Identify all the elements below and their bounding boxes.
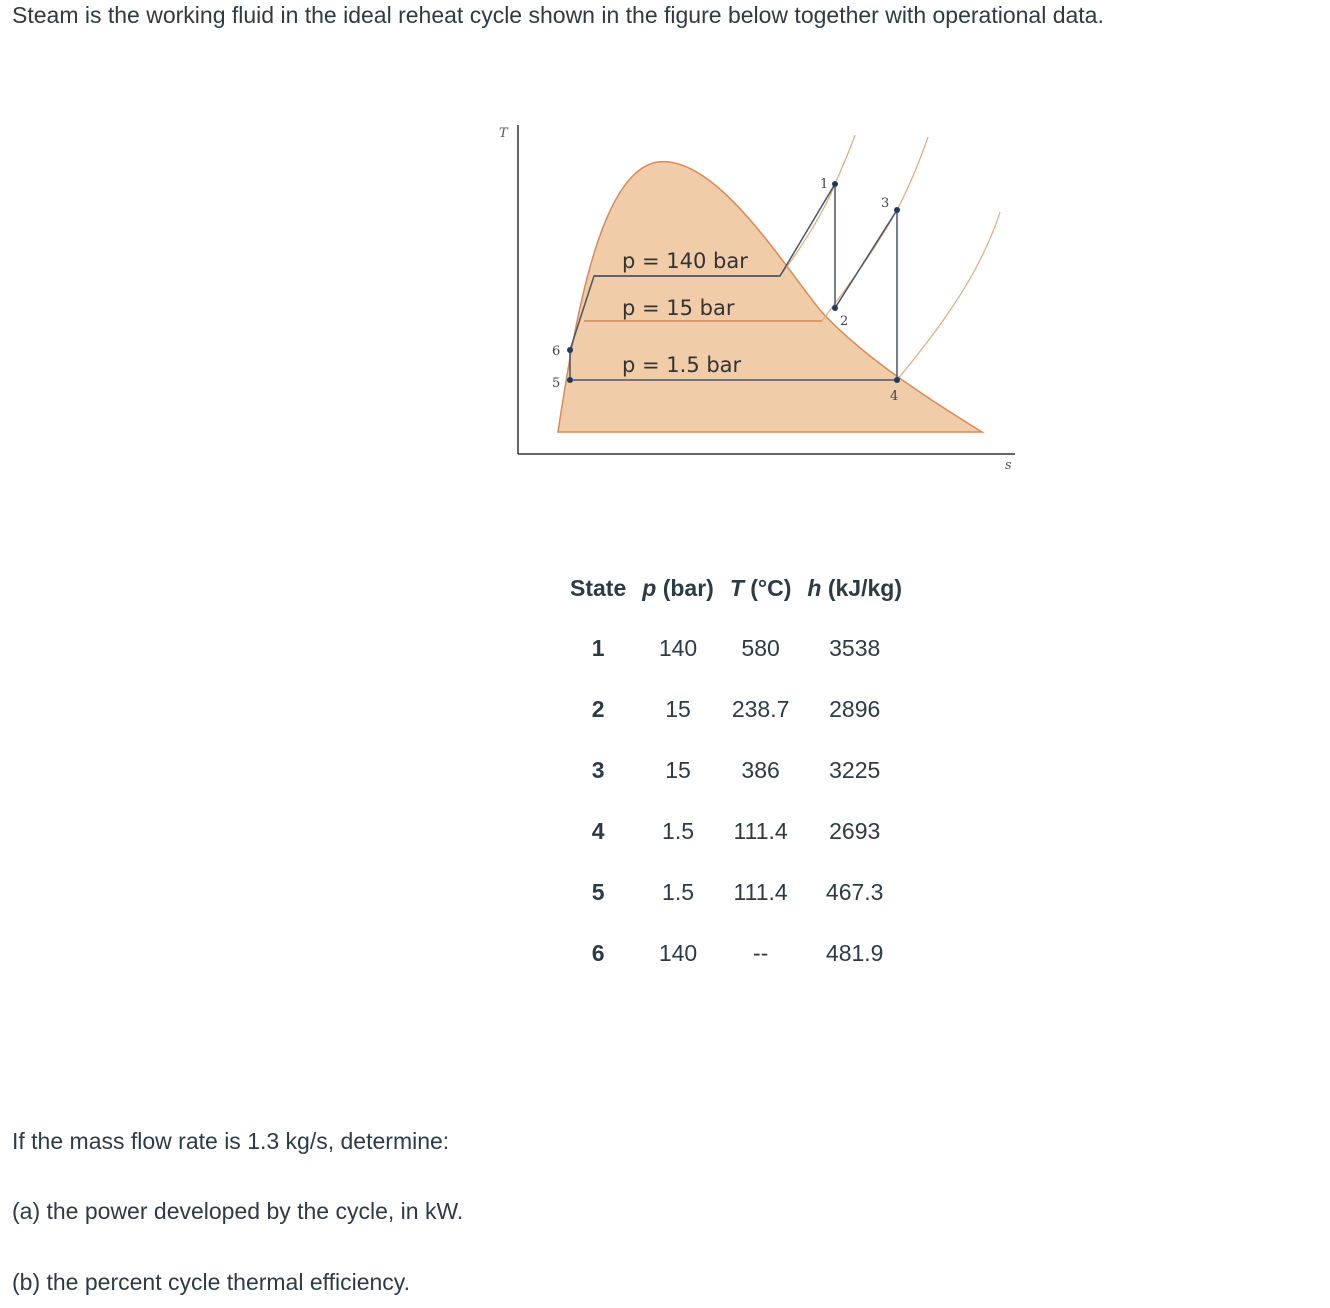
cell-state: 6	[591, 940, 605, 966]
state-label-5: 5	[552, 376, 561, 391]
cell-enthalpy: 481.9	[825, 940, 884, 966]
header-enthalpy: h (kJ/kg)	[807, 574, 902, 601]
table-row	[562, 923, 910, 984]
question-b: (b) the percent cycle thermal efficiency.	[12, 1269, 410, 1295]
cell-temperature: 580	[741, 635, 780, 661]
cell-pressure: 1.5	[662, 879, 695, 905]
isobar-1.5-superheat	[897, 212, 1000, 380]
table-row	[562, 618, 910, 679]
state-point-4	[894, 377, 900, 383]
state-label-3: 3	[881, 196, 890, 211]
table-row	[562, 679, 910, 740]
isobar-15-superheat	[822, 137, 928, 321]
state-point-3	[894, 207, 900, 213]
cell-enthalpy: 3538	[829, 635, 881, 661]
pressure-label-1.5: p = 1.5 bar	[622, 353, 742, 377]
state-label-2: 2	[840, 314, 849, 329]
t-axis-label: T	[499, 126, 508, 141]
pressure-label-140: p = 140 bar	[622, 249, 748, 273]
s-axis-label: s	[1005, 458, 1012, 473]
state-point-1	[832, 181, 838, 187]
state-data-table	[562, 558, 910, 984]
header-temperature: T (°C)	[729, 574, 792, 601]
state-point-6	[567, 347, 573, 353]
cell-pressure: 15	[665, 757, 691, 783]
pressure-label-15: p = 15 bar	[622, 296, 735, 320]
state-point-2	[832, 305, 838, 311]
cell-pressure: 15	[665, 696, 691, 722]
table-row	[562, 740, 910, 801]
table-row	[562, 862, 910, 923]
cell-temperature: 238.7	[731, 696, 790, 722]
state-label-6: 6	[552, 344, 561, 359]
cell-enthalpy: 467.3	[825, 879, 884, 905]
table-row	[562, 801, 910, 862]
question-prompt: If the mass flow rate is 1.3 kg/s, determine:	[12, 1128, 450, 1154]
cell-temperature: 386	[741, 757, 780, 783]
isobar-140-superheat	[780, 135, 855, 276]
cell-pressure: 1.5	[662, 818, 695, 844]
table-header-row	[562, 558, 910, 618]
cell-pressure: 140	[658, 635, 698, 661]
cell-temperature: 111.4	[733, 818, 788, 844]
cell-state: 3	[591, 757, 605, 783]
cell-temperature: 111.4	[733, 879, 788, 905]
cell-state: 5	[591, 879, 605, 905]
ts-diagram	[0, 0, 1330, 520]
cell-enthalpy: 3225	[829, 757, 881, 783]
question-a: (a) the power developed by the cycle, in kW.	[12, 1198, 464, 1224]
cell-temperature: --	[752, 940, 769, 966]
cell-state: 1	[591, 635, 605, 661]
state-point-5	[567, 377, 573, 383]
cell-state: 4	[591, 818, 605, 844]
problem-intro: Steam is the working fluid in the ideal reheat cycle shown in the figure below together with operational data.	[12, 2, 1104, 28]
cell-pressure: 140	[658, 940, 698, 966]
state-label-4: 4	[890, 389, 899, 404]
header-pressure: p (bar)	[642, 574, 714, 601]
cell-enthalpy: 2896	[829, 696, 881, 722]
state-label-1: 1	[820, 177, 829, 192]
header-state: State	[570, 574, 627, 601]
cell-state: 2	[591, 696, 605, 722]
cell-enthalpy: 2693	[829, 818, 881, 844]
